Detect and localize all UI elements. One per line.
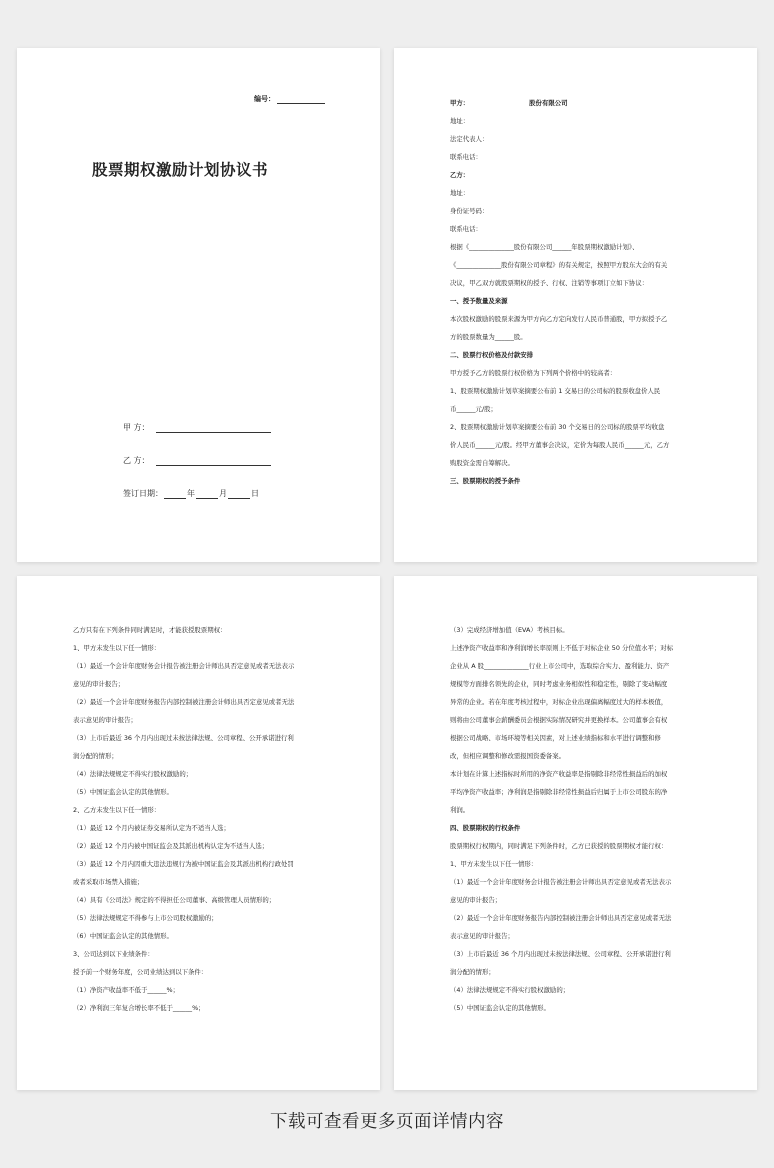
text-line: 润分配的情形； (450, 968, 495, 976)
text-line: 润分配的情形； (73, 752, 118, 760)
text-line: 乙方只有在下列条件同时满足时，才能获授股票期权： (73, 626, 227, 634)
text-line: 币______元/股； (450, 405, 497, 413)
text-line: 表示意见的审计报告； (73, 716, 137, 724)
signature-blank (156, 458, 271, 466)
document-title: 股票期权激励计划协议书 (92, 160, 269, 179)
section-heading: 三、股票期权的授予条件 (450, 477, 521, 485)
download-prompt[interactable]: 下载可查看更多页面详情内容 (270, 1112, 504, 1132)
text-line: （1）最近 12 个月内被证券交易所认定为不适当人选； (73, 824, 230, 832)
text-line: 意见的审计报告； (73, 680, 125, 688)
text-line: 1、股票期权激励计划草案摘要公布前 1 交易日的公司标的股票收盘价人民 (450, 387, 661, 395)
text-line: （6）中国证监会认定的其他情形。 (73, 932, 173, 940)
document-page-cover (17, 48, 380, 562)
signature-blank (156, 425, 271, 433)
text-line: （2）最近一个会计年度财务报告内部控制被注册会计师出具否定意见或者无法 (73, 698, 295, 706)
text-line: 意见的审计报告； (450, 896, 502, 904)
text-line: 联系电话： (450, 225, 482, 233)
month-blank (196, 491, 218, 499)
text-line: 法定代表人： (450, 135, 489, 143)
page-text (450, 621, 707, 1017)
section-heading: 二、股票行权价格及付款安排 (450, 351, 534, 359)
document-page-4 (394, 576, 757, 1090)
text-line: （5）法律法规规定不得参与上市公司股权激励的； (73, 914, 218, 922)
text-line: 《______________股份有限公司章程》的有关规定，按照甲方股东大会的有关 (450, 261, 668, 269)
text-line: 或者采取市场禁入措施； (73, 878, 144, 886)
text-line: 2、股票期权激励计划草案摘要公布前 30 个交易日的公司标的股票平均收盘 (450, 423, 665, 431)
text-line: 根据《______________股份有限公司______年股票期权激励计划》、 (450, 243, 639, 251)
text-line: 价人民币______元/股。经甲方董事会决议，定价为每股人民币______元，乙方 (450, 441, 670, 449)
text-line: 1、甲方未发生以下任一情形： (450, 860, 538, 868)
text-line: 1、甲方未发生以下任一情形： (73, 644, 161, 652)
text-line: （4）具有《公司法》规定的不得担任公司董事、高级管理人员情形的； (73, 896, 276, 904)
document-page-3 (17, 576, 380, 1090)
text-line: （3）完成经济增加值（EVA）考核目标。 (450, 626, 569, 634)
text-line: （3）上市后最近 36 个月内出现过未按法律法规、公司章程、公开承诺进行利 (450, 950, 671, 958)
text-line: 平均净资产收益率；净利润是指剔除非经常性损益后归属于上市公司股东的净 (450, 788, 668, 796)
party-b-signature: 乙 方： (123, 455, 271, 466)
party-a-signature: 甲 方： (123, 422, 271, 433)
text-line: 表示意见的审计报告； (450, 932, 514, 940)
text-line: 地址： (450, 117, 470, 125)
text-line: 身份证号码： (450, 207, 489, 215)
text-line: 上述净资产收益率和净利润增长率原则上不低于对标企业 50 分位值水平；对标 (450, 644, 674, 652)
text-line: 规模等方面排名领先的企业，同时考虑业务相似性和稳定性，剔除了变动幅度 (450, 680, 668, 688)
text-line: （2）最近一个会计年度财务报告内部控制被注册会计师出具否定意见或者无法 (450, 914, 672, 922)
text-line: 股票期权行权期内，同时满足下列条件时，乙方已获授的股票期权才能行权： (450, 842, 668, 850)
text-line: 购股资金需自筹解决。 (450, 459, 514, 467)
text-line: （5）中国证监会认定的其他情形。 (73, 788, 173, 796)
signing-date: 签订日期： 年 月 日 (123, 489, 259, 498)
text-line: 方的股票数量为______股。 (450, 333, 527, 341)
document-page-2 (394, 48, 757, 562)
text-line: 联系电话： (450, 153, 482, 161)
page-lines (450, 621, 707, 1017)
text-line: （3）最近 12 个月内因重大违法违规行为被中国证监会及其派出机构行政处罚 (73, 860, 294, 868)
page-lines (73, 621, 330, 1017)
text-line: 则将由公司董事会薪酬委员会根据实际情况研究并更换样本。公司董事会有权 (450, 716, 668, 724)
text-line: （2）净利润三年复合增长率不低于______%； (73, 1004, 205, 1012)
text-line: 根据公司战略、市场环境等相关因素，对上述业绩指标和水平进行调整和修 (450, 734, 661, 742)
page-text (450, 94, 707, 490)
section-heading: 乙方： (450, 171, 470, 179)
section-heading: 一、授予数量及来源 (450, 297, 508, 305)
text-line: 企业从 A 股______________行业上市公司中，选取综合实力、盈利能力、资产 (450, 662, 670, 670)
number-blank (277, 96, 325, 104)
text-line: （3）上市后最近 36 个月内出现过未按法律法规、公司章程、公开承诺进行利 (73, 734, 294, 742)
page-text (73, 621, 330, 1017)
text-line: 本计划在计算上述指标时所用的净资产收益率是指剔除非经常性损益后的加权 (450, 770, 668, 778)
text-line: （5）中国证监会认定的其他情形。 (450, 1004, 550, 1012)
page-lines (450, 112, 707, 490)
year-blank (164, 491, 186, 499)
text-line: 授予前一个财务年度，公司业绩达到以下条件： (73, 968, 208, 976)
text-line: 甲方授予乙方的股票行权价格为下列两个价格中的较高者： (450, 369, 617, 377)
text-line: （4）法律法规规定不得实行股权激励的； (450, 986, 570, 994)
text-line: 改，但相应调整和修改需报国资委备案。 (450, 752, 566, 760)
text-line: （4）法律法规规定不得实行股权激励的； (73, 770, 193, 778)
text-line: （1）最近一个会计年度财务会计报告被注册会计师出具否定意见或者无法表示 (450, 878, 672, 886)
day-blank (228, 491, 250, 499)
section-heading: 四、股票期权的行权条件 (450, 824, 521, 832)
text-line: 决议，甲乙双方就股票期权的授予、行权、注销等事项订立如下协议： (450, 279, 649, 287)
text-line: （2）最近 12 个月内被中国证监会及其派出机构认定为不适当人选； (73, 842, 269, 850)
text-line: （1）净资产收益率不低于______%； (73, 986, 179, 994)
text-line: 异常的企业。若在年度考核过程中，对标企业出现偏离幅度过大的样本极值， (450, 698, 668, 706)
text-line: 3、公司达到以下业绩条件： (73, 950, 154, 958)
text-line: 利润。 (450, 806, 470, 814)
text-line: （1）最近一个会计年度财务会计报告被注册会计师出具否定意见或者无法表示 (73, 662, 295, 670)
party-a-heading: 甲方： 股份有限公司 (450, 99, 568, 107)
text-line: 地址： (450, 189, 470, 197)
text-line: 2、乙方未发生以下任一情形： (73, 806, 161, 814)
document-number: 编号： (254, 94, 325, 104)
text-line: 本次股权激励的股票来源为甲方向乙方定向发行人民币普通股，甲方拟授予乙 (450, 315, 668, 323)
